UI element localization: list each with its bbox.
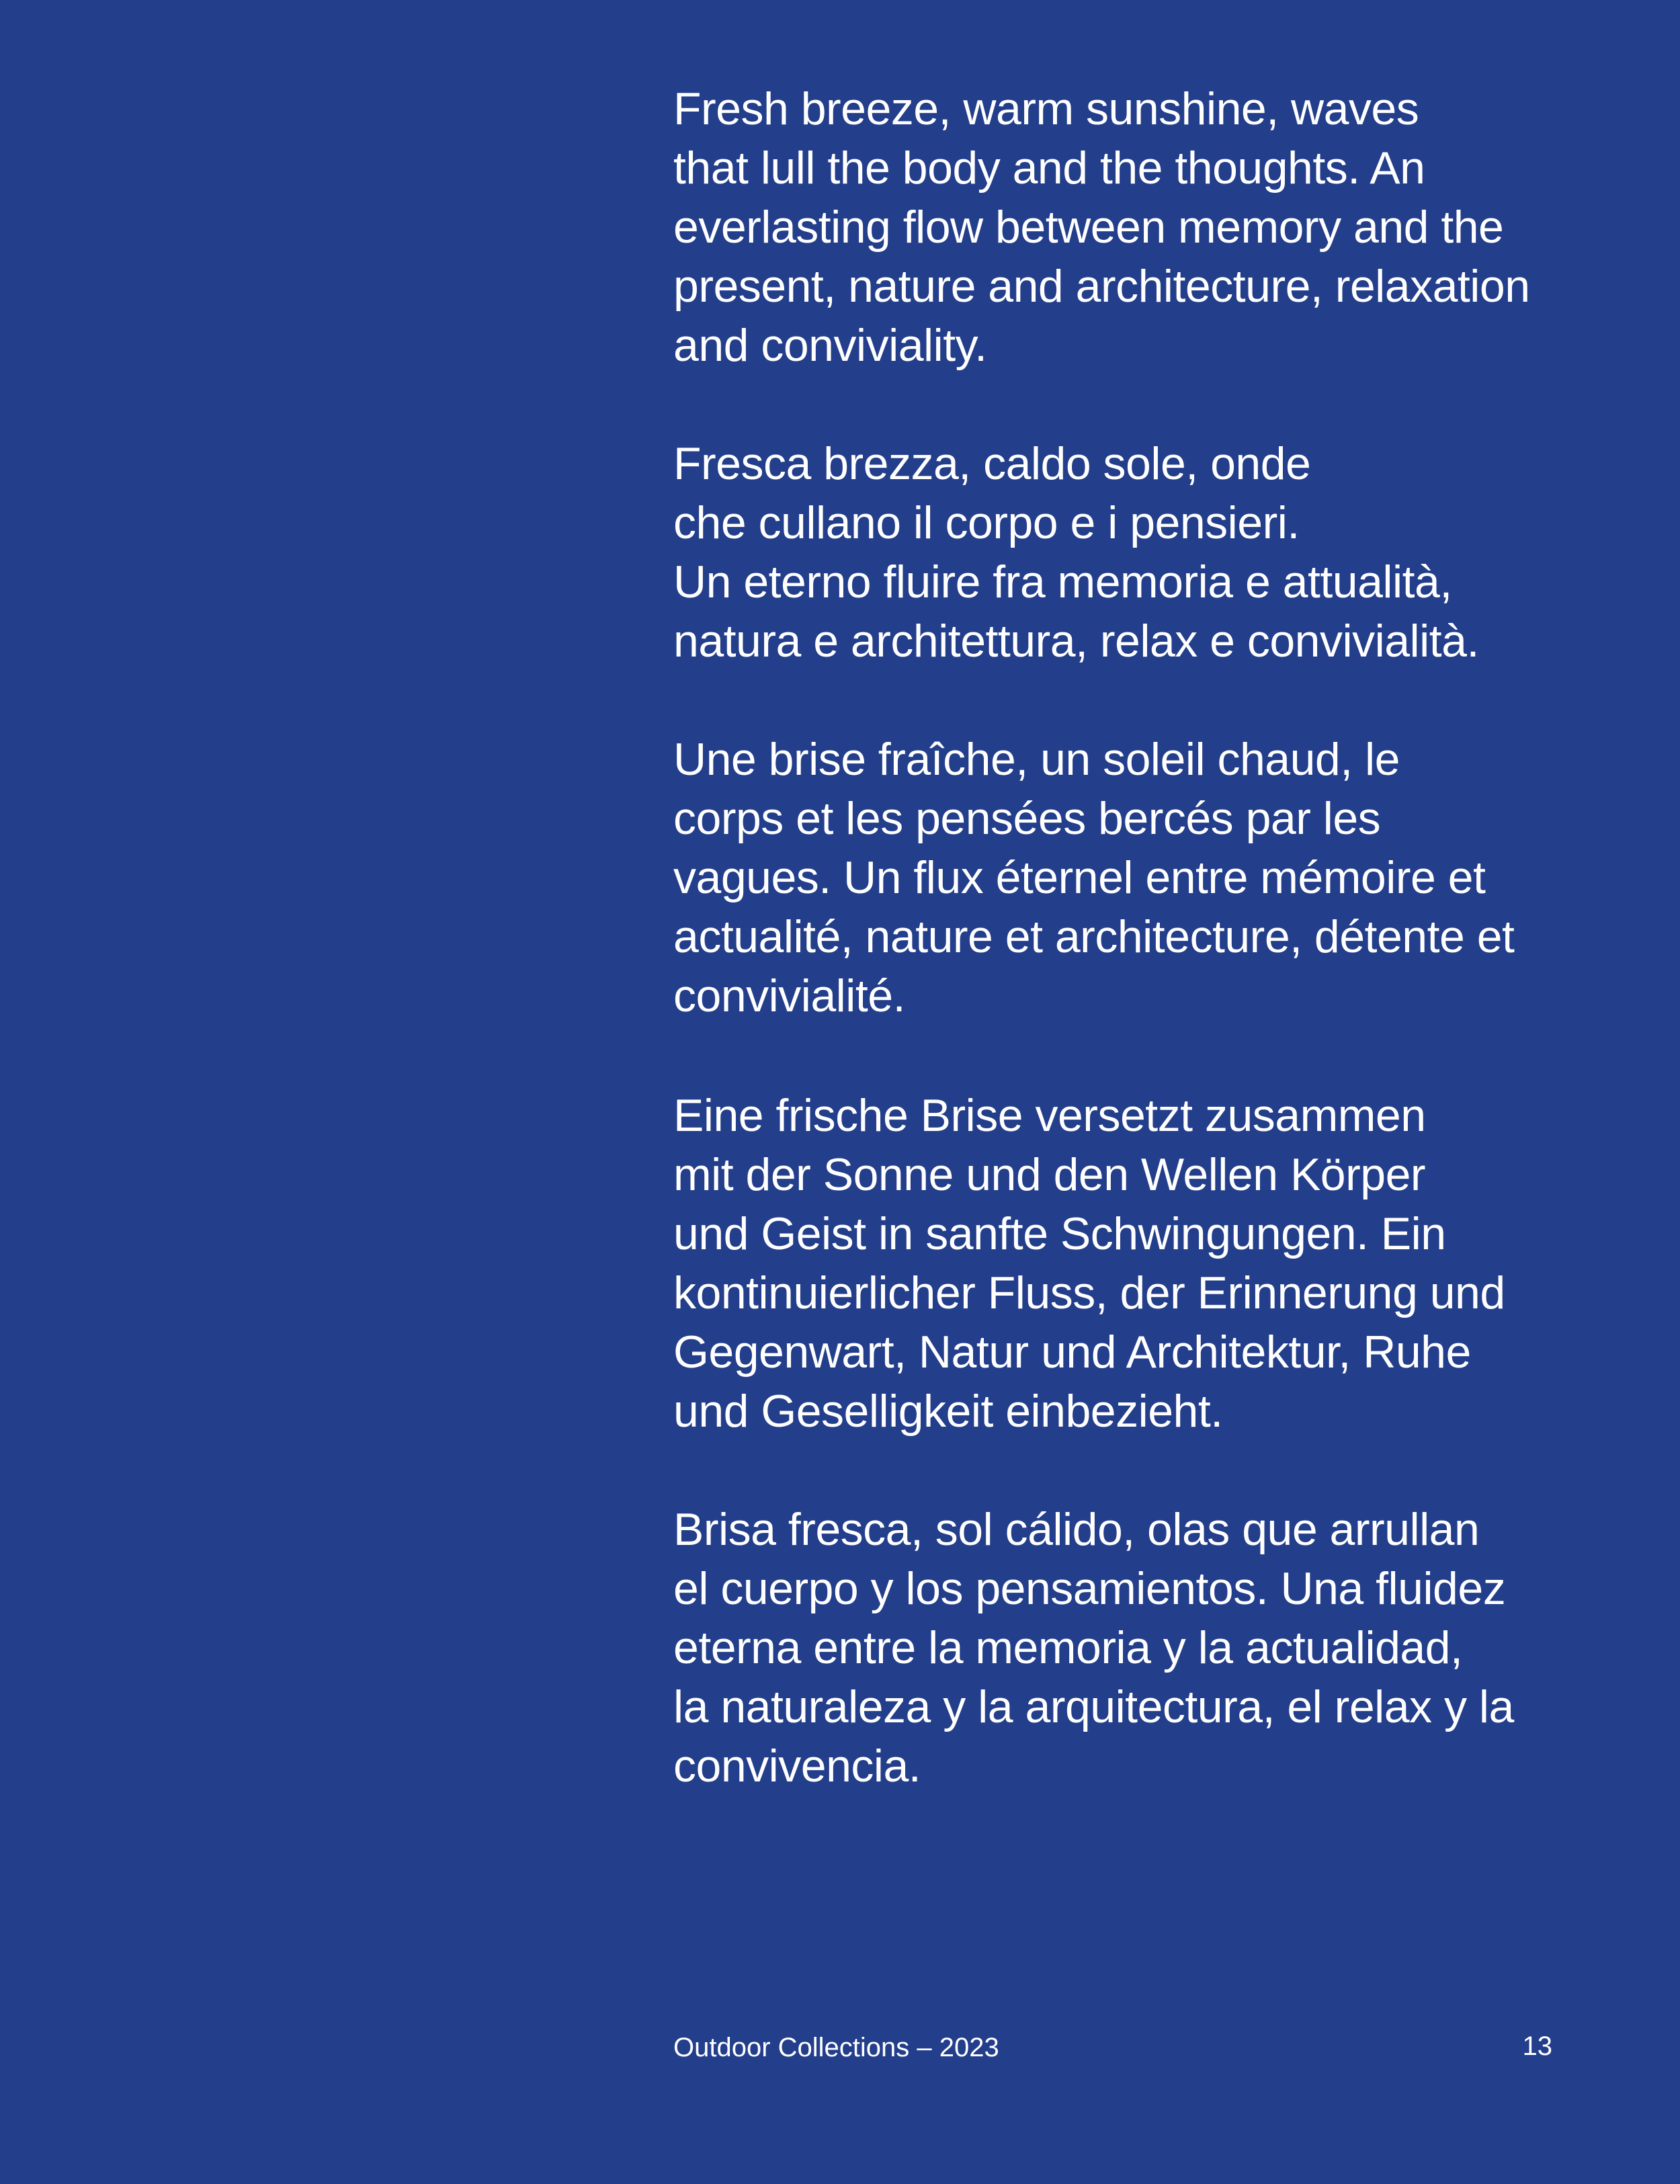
footer-title: Outdoor Collections – 2023: [673, 2033, 999, 2062]
paragraph-spanish: Brisa fresca, sol cálido, olas que arrullan el cuerpo y los pensamientos. Una fluidez eterna entre la memoria y la actualidad, la naturaleza y la arquitectura, el relax y la convivencia.: [673, 1504, 1514, 1792]
paragraph-german: Eine frische Brise versetzt zusammen mit der Sonne und den Wellen Körper und Geist in sanfte Schwingungen. Ein kontinuierlicher Fluss, der Erinnerung und Gegenwart, Natur und Architektur, Ruhe und Geselligkeit einbezieht.: [673, 1090, 1505, 1437]
paragraph-english: Fresh breeze, warm sunshine, waves that lull the body and the thoughts. An everlasting flow between memory and the present, nature and architecture, relaxation and conviviality.: [673, 83, 1530, 371]
page-number: 13: [1522, 2031, 1552, 2061]
paragraph-french: Une brise fraîche, un soleil chaud, le corps et les pensées bercés par les vagues. Un flux éternel entre mémoire et actualité, nature et architecture, détente et convivialité.: [673, 734, 1515, 1021]
paragraph-italian: Fresca brezza, caldo sole, onde che cullano il corpo e i pensieri. Un eterno fluire fra memoria e attualità, natura e architettura, relax e convivialità.: [673, 438, 1479, 667]
